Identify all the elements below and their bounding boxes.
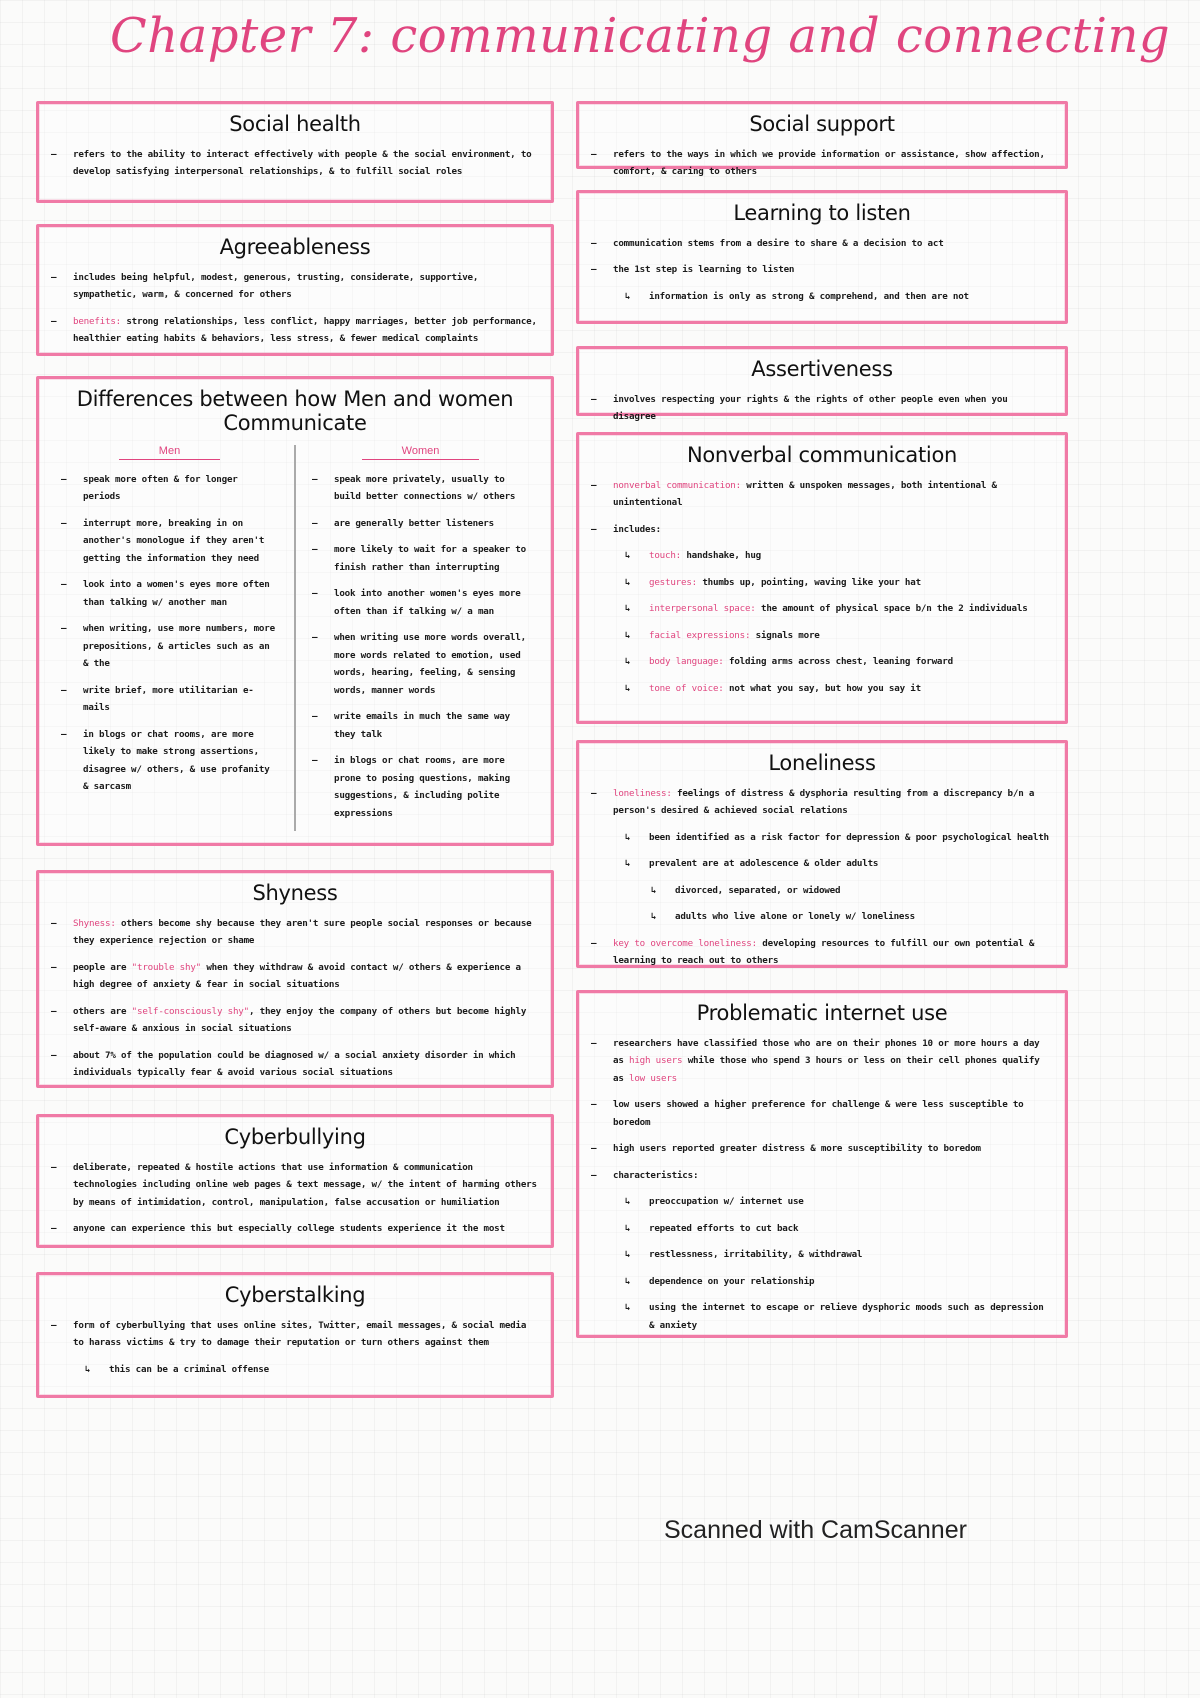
list-item: – in blogs or chat rooms, are more likely to make strong assertions, disagree w/ others, & use profanity & sarcasm: [59, 726, 278, 796]
list-item: – refers to the ability to interact effectively with people & the social environment, to develop satisfying interpersonal relationships, & to fulfill social roles: [49, 146, 539, 181]
sub-list-item: ↳ prevalent are at adolescence & older adults: [589, 855, 1053, 872]
social-health-box: [36, 101, 554, 203]
page-title: Chapter 7: communicating and connecting: [110, 8, 1171, 64]
shyness-text: when they withdraw & avoid contact w/ others & experience a high degree of anxiety & fear in social situations: [73, 961, 521, 991]
list-item: – speak more often & for longer periods: [59, 471, 278, 506]
list-item: – includes being helpful, modest, generous, trusting, considerate, supportive, sympathetic, warm, & concerned for others: [49, 269, 539, 304]
sub-term: gestures:: [649, 576, 697, 588]
sub-list-item: ↳ preoccupation w/ internet use: [589, 1193, 1053, 1210]
differences-box: [36, 376, 554, 846]
list-item: – are generally better listeners: [310, 515, 529, 532]
sub-list-item: ↳ repeated efforts to cut back: [589, 1220, 1053, 1237]
sub-list-item: [589, 653, 1053, 670]
list-item: – the 1st step is learning to listen: [589, 261, 1053, 278]
sub-list-item: ↳ dependence on your relationship: [589, 1273, 1053, 1290]
shyness-text: others become shy because they aren't sure people social responses or because they experience rejection or shame: [73, 918, 532, 947]
sub-list-item: [589, 547, 1053, 564]
list-item: – when writing, use more numbers, more prepositions, & articles such as an & the: [59, 620, 278, 672]
list-item: [49, 915, 539, 950]
list-item: – speak more privately, usually to build better connections w/ others: [310, 471, 529, 506]
sub-text: folding arms across chest, leaning forward: [728, 656, 953, 668]
benefits-text: strong relationships, less conflict, happy marriages, better job performance, healthier eating habits & behaviors, less stress, & fewer medical complaints: [73, 315, 537, 345]
shyness-text: people are: [73, 961, 127, 973]
sub-list-item: [589, 627, 1053, 644]
overcome-term: key to overcome loneliness:: [613, 937, 757, 949]
internet-heading: Problematic internet use: [696, 1001, 948, 1025]
sub-list-item: ↳ information is only as strong & comprehend, and then are not: [589, 288, 1053, 305]
sub-term: interpersonal space:: [649, 603, 756, 615]
list-item: – look into another women's eyes more often than if talking w/ a man: [310, 585, 529, 620]
learning-to-listen-box: [576, 190, 1068, 324]
list-item: – low users showed a higher preference for challenge & were less susceptible to boredom: [589, 1096, 1053, 1131]
sub-term: body language:: [649, 656, 724, 668]
loneliness-heading: Loneliness: [768, 751, 876, 775]
assertiveness-box: [576, 346, 1068, 423]
internet-text: while those who spend 3 hours or less on their cell phones qualify as: [613, 1055, 1040, 1084]
sub-term: facial expressions:: [649, 629, 751, 641]
list-item: – form of cyberbullying that uses online sites, Twitter, email messages, & social media to harass victims & try to damage their reputation or turn others against them: [49, 1317, 539, 1352]
sub-text: signals more: [755, 629, 820, 641]
list-item: – refers to the ways in which we provide information or assistance, show affection, comfort, & caring to others: [589, 146, 1053, 181]
list-item: – write emails in much the same way they talk: [310, 708, 529, 743]
assertiveness-heading: Assertiveness: [751, 357, 893, 381]
list-item: – when writing use more words overall, more words related to emotion, used words, hearing, feeling, & sensing words, manner words: [310, 629, 529, 699]
loneliness-box: [576, 740, 1068, 968]
shyness-term: Shyness:: [73, 918, 116, 929]
sub-list-item: [589, 600, 1053, 617]
sub-term: touch:: [649, 550, 681, 562]
sub-list-item: [589, 574, 1053, 591]
shyness-text: others are: [73, 1005, 127, 1017]
list-item: – communication stems from a desire to share & a decision to act: [589, 235, 1053, 252]
list-item: – interrupt more, breaking in on another's monologue if they aren't getting the information they need: [59, 515, 278, 567]
list-item: – deliberate, repeated & hostile actions that use information & communication technologies including online web pages & text message, w/ the intent of harming others by means of intimidation, control, manipulation, false accusation or humiliation: [49, 1159, 539, 1211]
nonverbal-text: written & unspoken messages, both intentional & unintentional: [613, 480, 997, 509]
sub-text: the amount of physical space b/n the 2 individuals: [760, 603, 1028, 615]
list-item: [589, 785, 1053, 820]
sub-text: handshake, hug: [686, 550, 761, 562]
list-item: [589, 1035, 1053, 1087]
cyberbullying-heading: Cyberbullying: [224, 1125, 366, 1149]
list-item: – high users reported greater distress & more susceptibility to boredom: [589, 1140, 1053, 1157]
social-health-heading: Social health: [229, 112, 361, 136]
differences-heading: Differences between how Men and women Communicate: [76, 387, 514, 435]
list-item: – write brief, more utilitarian e-mails: [59, 682, 278, 717]
list-item: – anyone can experience this but especially college students experience it the most: [49, 1220, 539, 1237]
social-support-box: [576, 101, 1068, 178]
internet-use-box: [576, 990, 1068, 1338]
list-item: [589, 935, 1053, 970]
sub-sub-list-item: ↳ adults who live alone or lonely w/ loneliness: [589, 908, 1053, 925]
sub-text: not what you say, but how you say it: [728, 682, 921, 694]
sub-text: thumbs up, pointing, waving like your hat: [702, 576, 921, 588]
sub-sub-list-item: ↳ divorced, separated, or widowed: [589, 882, 1053, 899]
sub-term: tone of voice:: [649, 682, 724, 694]
list-item: – characteristics:: [589, 1167, 1053, 1184]
list-item: – look into a women's eyes more often than talking w/ another man: [59, 576, 278, 611]
list-item: [49, 1003, 539, 1038]
shyness-box: [36, 870, 554, 1088]
cyberstalking-box: [36, 1272, 554, 1398]
list-item: – more likely to wait for a speaker to finish rather than interrupting: [310, 541, 529, 576]
learning-heading: Learning to listen: [733, 201, 911, 225]
overcome-text: developing resources to fulfill our own potential & learning to reach out to others: [613, 937, 1035, 967]
benefits-term: benefits:: [73, 315, 121, 327]
sub-list-item: ↳ this can be a criminal offense: [49, 1361, 539, 1378]
nonverbal-box: [576, 432, 1068, 724]
loneliness-term: loneliness:: [613, 788, 672, 799]
shyness-text: , they enjoy the company of others but become highly self-aware & anxious in social situations: [73, 1005, 527, 1035]
sub-list-item: ↳ restlessness, irritability, & withdrawal: [589, 1246, 1053, 1263]
nonverbal-term: nonverbal communication:: [613, 480, 741, 491]
social-support-heading: Social support: [749, 112, 895, 136]
shyness-heading: Shyness: [252, 881, 338, 905]
low-users-term: low users: [629, 1072, 677, 1084]
list-item: [589, 477, 1053, 512]
loneliness-text: feelings of distress & dysphoria resulting from a discrepancy b/n a person's desired & achieved social relations: [613, 788, 1035, 817]
camscanner-watermark: Scanned with CamScanner: [664, 1516, 967, 1544]
agreeableness-heading: Agreeableness: [219, 235, 371, 259]
cyberbullying-box: [36, 1114, 554, 1248]
sub-list-item: [589, 680, 1053, 697]
list-item: – in blogs or chat rooms, are more prone to posing questions, making suggestions, & including polite expressions: [310, 752, 529, 822]
list-item: [49, 959, 539, 994]
women-label: Women: [362, 445, 480, 460]
self-conscious-shy-term: "self-consciously shy": [131, 1005, 249, 1017]
high-users-term: high users: [629, 1055, 683, 1067]
men-column: [45, 445, 294, 831]
list-item: – includes:: [589, 521, 1053, 538]
men-label: Men: [119, 445, 220, 460]
trouble-shy-term: "trouble shy": [131, 961, 201, 973]
list-item: – about 7% of the population could be diagnosed w/ a social anxiety disorder in which individuals typically fear & avoid various social situations: [49, 1047, 539, 1082]
agreeableness-box: [36, 224, 554, 356]
sub-list-item: ↳ been identified as a risk factor for depression & poor psychological health: [589, 829, 1053, 846]
nonverbal-heading: Nonverbal communication: [686, 443, 958, 467]
women-column: [294, 445, 545, 831]
list-item: – involves respecting your rights & the rights of other people even when you disagree: [589, 391, 1053, 426]
internet-text: researchers have classified those who are on their phones 10 or more hours a day as: [613, 1038, 1040, 1067]
list-item: [49, 313, 539, 348]
cyberstalking-heading: Cyberstalking: [224, 1283, 366, 1307]
sub-list-item: ↳ using the internet to escape or relieve dysphoric moods such as depression & anxiety: [589, 1299, 1053, 1334]
